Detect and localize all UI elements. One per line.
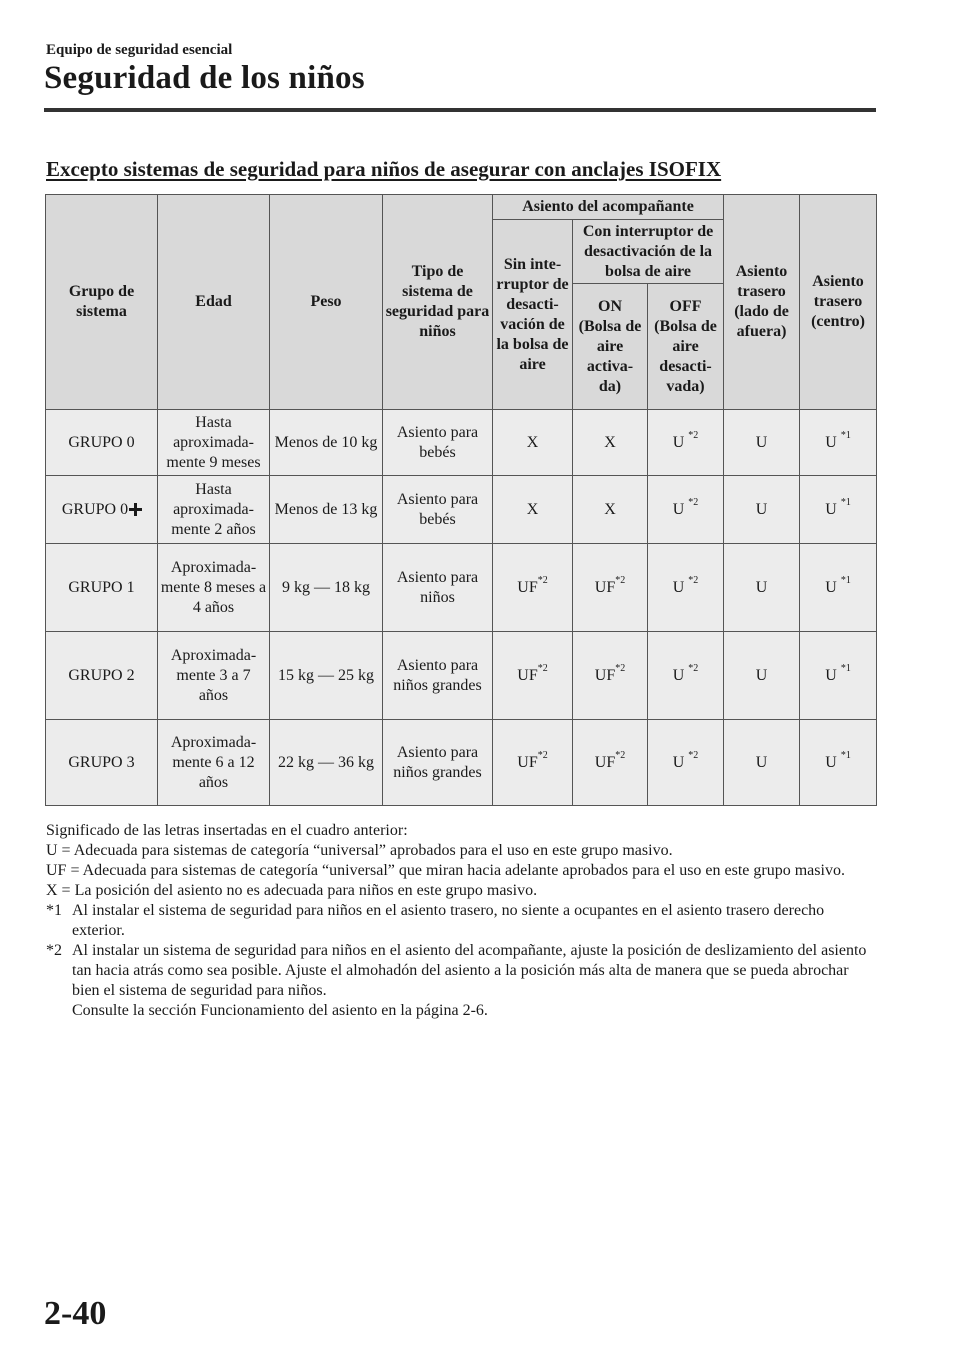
page-title: Seguridad de los niños [44,60,365,96]
footnote-ref: *2 [615,750,626,762]
cell-peso: Menos de 10 kg [270,410,383,476]
header-peso: Peso [270,195,383,410]
cell-on: X [573,476,648,544]
cell-tipo: Asiento para niños grandes [383,632,493,720]
table-row [46,410,877,476]
cell-sin-interruptor: UF$^{*2}$ [493,720,573,806]
cell-trasero-afuera: U [724,632,800,720]
footnote-1 [46,901,876,941]
footnote-ref: *2 [688,430,699,442]
cell-trasero-centro: U $^{*1}$ [800,410,877,476]
footnote-2-number: *2 [46,942,62,959]
cell-sin-interruptor: X [493,410,573,476]
legend-x: X = La posición del asiento no es adecuada para niños en este grupo masivo. [46,882,538,899]
cell-trasero-afuera: U [724,410,800,476]
cell-off: U $^{*2}$ [648,720,724,806]
footnote-ref: *2 [615,575,626,587]
header-off: OFF (Bolsa de aire desacti- vada) [648,284,724,410]
section-label: Equipo de seguridad esencial [46,42,233,58]
cell-grupo: GRUPO 0 [46,476,158,544]
legend-uf: UF = Adecuada para sistemas de categoría “universal” que miran hacia adelante aprobados para el uso en este grupo masivo. [46,862,845,879]
cell-tipo: Asiento para niños grandes [383,720,493,806]
cell-grupo: GRUPO 1 [46,544,158,632]
header-con-interruptor: Con interruptor de desactivación de la bolsa de aire [573,220,724,284]
cell-edad: Aproximada- mente 8 meses a 4 años [158,544,270,632]
footnote-ref: *1 [840,497,851,509]
cell-on: UF$^{*2}$ [573,720,648,806]
cell-trasero-afuera: U [724,476,800,544]
cell-peso: Menos de 13 kg [270,476,383,544]
child-seat-table [45,194,877,806]
table-row [46,720,877,806]
footnote-ref: *1 [840,575,851,587]
page-number: 2-40 [44,1295,107,1332]
header-trasero-afuera: Asiento trasero (lado de afuera) [724,195,800,410]
cell-off: U $^{*2}$ [648,410,724,476]
header-sin-interruptor: Sin inte- rruptor de desacti- vación de la bolsa de aire [493,220,573,410]
legend [46,821,876,1021]
cell-edad: Aproximada- mente 6 a 12 años [158,720,270,806]
cell-off: U $^{*2}$ [648,544,724,632]
cell-sin-interruptor: UF$^{*2}$ [493,632,573,720]
cell-tipo: Asiento para bebés [383,476,493,544]
footnote-ref: *1 [840,750,851,762]
table-row [46,476,877,544]
cell-trasero-centro: U $^{*1}$ [800,632,877,720]
legend-u: U = Adecuada para sistemas de categoría “universal” aprobados para el uso en este grupo masivo. [46,842,673,859]
footnote-2-reference-text: Consulte la sección Funcionamiento del asiento en la página 2-6. [72,1002,488,1019]
cell-sin-interruptor: X [493,476,573,544]
cell-tipo: Asiento para niños [383,544,493,632]
header-grupo: Grupo de sistema [46,195,158,410]
footnote-ref: *2 [537,750,548,762]
cell-trasero-centro: U $^{*1}$ [800,720,877,806]
cell-off: U $^{*2}$ [648,476,724,544]
header-on: ON (Bolsa de aire activa- da) [573,284,648,410]
header-edad: Edad [158,195,270,410]
footnote-ref: *2 [688,663,699,675]
cell-edad: Aproximada- mente 3 a 7 años [158,632,270,720]
cell-edad: Hasta aproximada- mente 2 años [158,476,270,544]
cell-trasero-afuera: U [724,544,800,632]
cell-on: UF$^{*2}$ [573,544,648,632]
footnote-ref: *2 [688,750,699,762]
header-trasero-centro: Asiento trasero (centro) [800,195,877,410]
cell-off: U $^{*2}$ [648,632,724,720]
header-acompanante: Asiento del acompañante [493,195,724,220]
cell-tipo: Asiento para bebés [383,410,493,476]
table-row [46,544,877,632]
cell-grupo: GRUPO 3 [46,720,158,806]
cell-peso: 15 kg ― 25 kg [270,632,383,720]
cell-sin-interruptor: UF$^{*2}$ [493,544,573,632]
cell-grupo: GRUPO 0 [46,410,158,476]
cell-edad: Hasta aproximada- mente 9 meses [158,410,270,476]
cell-trasero-centro: U $^{*1}$ [800,476,877,544]
footnote-ref: *1 [840,430,851,442]
footnote-ref: *2 [615,663,626,675]
footnote-ref: *2 [537,575,548,587]
footnote-2-text: Al instalar un sistema de seguridad para niños en el asiento del acompañante, ajuste la posición de deslizamiento del asiento tan hacia atrás como sea posible. Ajuste el almohadón del asiento a la posición más alta de manera que se pueda abrochar bien el sistema de seguridad para niños. [72,942,867,999]
cell-peso: 9 kg ― 18 kg [270,544,383,632]
footnote-ref: *2 [688,575,699,587]
header-tipo: Tipo de sistema de seguridad para niños [383,195,493,410]
footnote-ref: *2 [537,663,548,675]
cell-on: X [573,410,648,476]
footnote-1-text: Al instalar el sistema de seguridad para niños en el asiento trasero, no siente a ocupantes en el asiento trasero derecho exterior. [72,902,825,939]
cell-trasero-afuera: U [724,720,800,806]
table-subheading: Excepto sistemas de seguridad para niños de asegurar con anclajes ISOFIX [46,157,722,181]
legend-intro: Significado de las letras insertadas en el cuadro anterior: [46,822,408,839]
cell-trasero-centro: U $^{*1}$ [800,544,877,632]
footnote-2 [46,941,876,1001]
footnote-2-reference [46,1001,876,1021]
table-row [46,632,877,720]
cell-on: UF$^{*2}$ [573,632,648,720]
footnote-ref: *1 [840,663,851,675]
plus-icon [129,503,141,515]
cell-grupo: GRUPO 2 [46,632,158,720]
cell-peso: 22 kg ― 36 kg [270,720,383,806]
footnote-1-number: *1 [46,902,62,919]
title-divider [44,108,876,112]
footnote-ref: *2 [688,497,699,509]
